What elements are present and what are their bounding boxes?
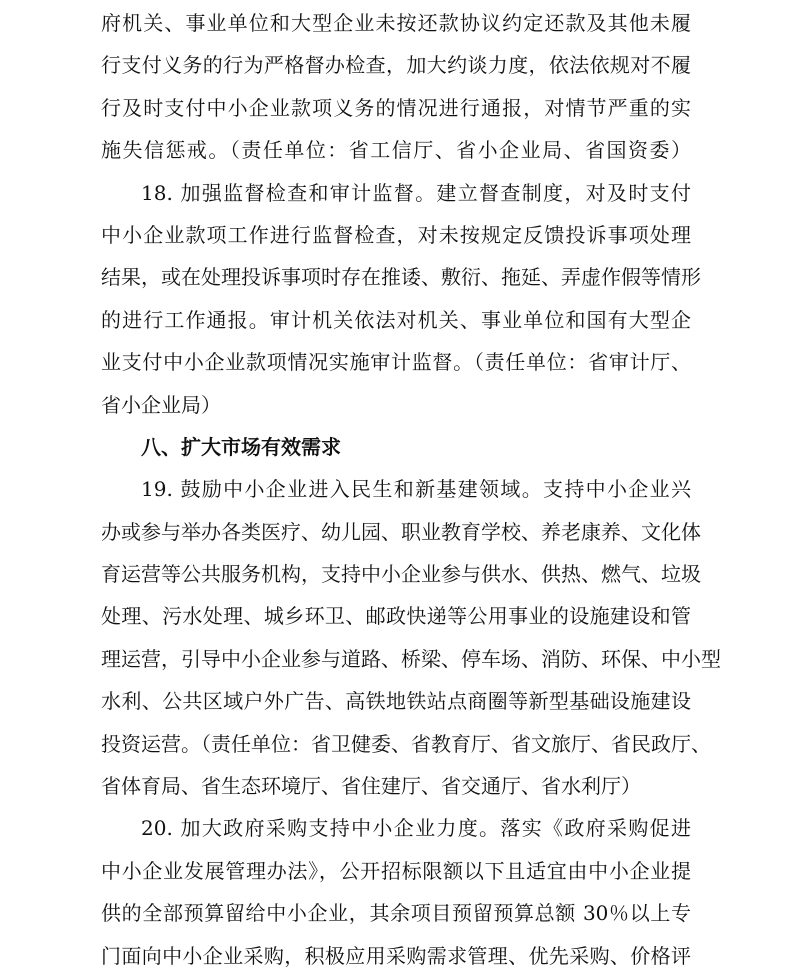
text-line: 府机关、事业单位和大型企业未按还款协议约定还款及其他未履 xyxy=(101,11,691,35)
text-line: 育运营等公共服务机构，支持中小企业参与供水、供热、燃气、垃圾 xyxy=(101,562,701,587)
paragraph-19-first-line: 19. 鼓励中小企业进入民生和新基建领域。支持中小企业兴 xyxy=(141,477,691,502)
text-line: 省体育局、省生态环境厅、省住建厅、省交通厅、省水利厅） xyxy=(101,774,641,799)
text-line: 施失信惩戒。（责任单位：省工信厅、省小企业局、省国资委） xyxy=(101,138,691,163)
text-line: 门面向中小企业采购，积极应用采购需求管理、优先采购、价格评 xyxy=(101,943,691,968)
paragraph-18-first-line: 18. 加强监督检查和审计监督。建立督查制度，对及时支付 xyxy=(141,180,691,205)
text-line: 处理、污水处理、城乡环卫、邮政快递等公用事业的设施建设和管 xyxy=(101,604,691,629)
text-line: 理运营，引导中小企业参与道路、桥梁、停车场、消防、环保、中小型 xyxy=(101,646,721,671)
text-line: 业支付中小企业款项情况实施审计监督。（责任单位：省审计厅、 xyxy=(101,350,691,375)
text-line: 省小企业局） xyxy=(101,392,221,417)
text-line: 水利、公共区域户外广告、高铁地铁站点商圈等新型基础设施建设 xyxy=(101,689,691,714)
text-line: 的进行工作通报。审计机关依法对机关、事业单位和国有大型企 xyxy=(101,307,691,332)
text-line: 中小企业发展管理办法》，公开招标限额以下且适宜由中小企业提 xyxy=(101,858,691,883)
text-line: 供的全部预算留给中小企业，其余项目预留预算总额 30％以上专 xyxy=(101,901,691,926)
section-heading: 八、扩大市场有效需求 xyxy=(141,434,341,459)
text-line: 投资运营。（责任单位：省卫健委、省教育厅、省文旅厅、省民政厅、 xyxy=(101,731,711,756)
text-line: 中小企业款项工作进行监督检查，对未按规定反馈投诉事项处理 xyxy=(101,222,691,247)
text-line: 行及时支付中小企业款项义务的情况进行通报，对情节严重的实 xyxy=(101,95,691,120)
text-line: 结果，或在处理投诉事项时存在推诿、敷衍、拖延、弄虚作假等情形 xyxy=(101,265,701,290)
text-line: 行支付义务的行为严格督办检查，加大约谈力度，依法依规对不履 xyxy=(101,53,691,78)
paragraph-20-first-line: 20. 加大政府采购支持中小企业力度。落实《政府采购促进 xyxy=(141,816,691,841)
text-line: 办或参与举办各类医疗、幼儿园、职业教育学校、养老康养、文化体 xyxy=(101,519,701,544)
document-body xyxy=(101,2,721,977)
